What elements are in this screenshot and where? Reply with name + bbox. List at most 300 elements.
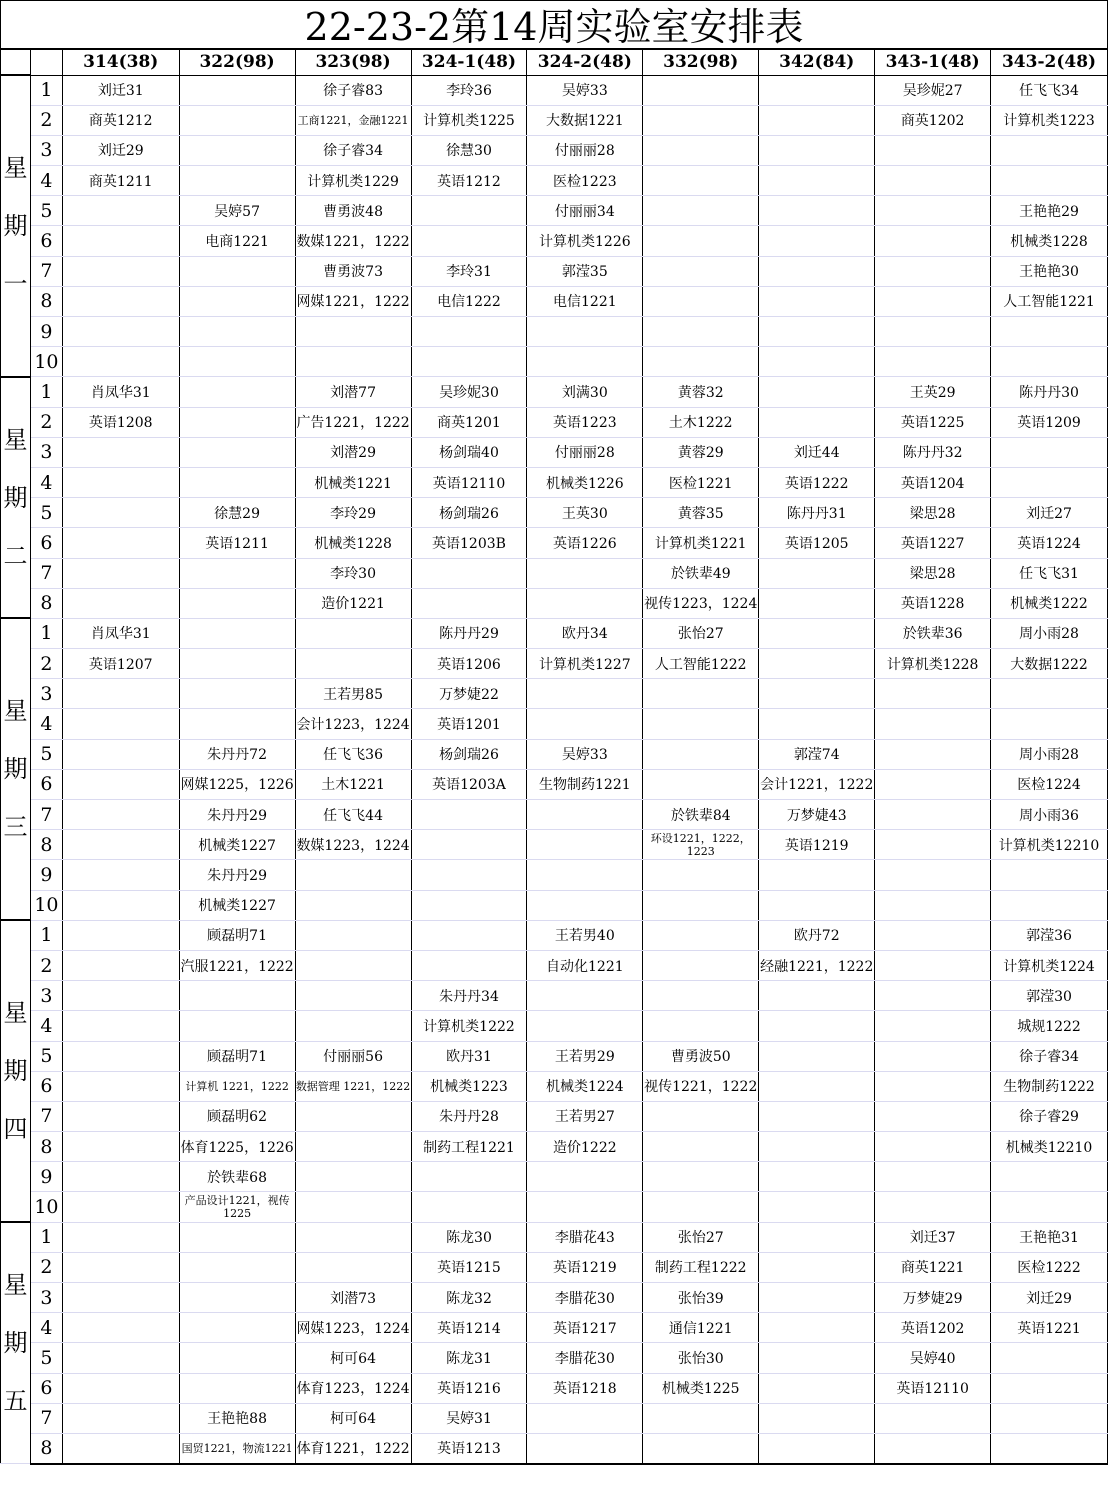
empty-cell [62, 1192, 179, 1222]
empty-cell [295, 1252, 411, 1282]
empty-cell [759, 377, 875, 407]
empty-cell [759, 1162, 875, 1192]
empty-cell [875, 1433, 991, 1463]
room-header: 324-1(48) [411, 50, 527, 76]
empty-cell [875, 709, 991, 739]
schedule-cell: 陈龙30 [411, 1222, 527, 1252]
empty-cell [527, 558, 643, 588]
empty-cell [875, 890, 991, 920]
empty-cell [991, 1343, 1108, 1373]
schedule-cell: 黄蓉35 [643, 498, 759, 528]
schedule-cell: 刘迁44 [759, 437, 875, 467]
schedule-cell: 於铁辈84 [643, 800, 759, 830]
empty-cell [179, 981, 295, 1011]
empty-cell [411, 347, 527, 377]
empty-cell [411, 317, 527, 347]
empty-cell [527, 1011, 643, 1041]
schedule-row [1, 830, 1108, 860]
schedule-cell: 刘潜29 [295, 437, 411, 467]
empty-cell [875, 135, 991, 165]
empty-cell [643, 1433, 759, 1463]
schedule-cell: 造价1221 [295, 588, 411, 618]
empty-cell [759, 105, 875, 135]
empty-cell [875, 1041, 991, 1071]
schedule-row [1, 558, 1108, 588]
schedule-row [1, 860, 1108, 890]
empty-cell [991, 1373, 1108, 1403]
schedule-cell: 王英30 [527, 498, 643, 528]
empty-cell [179, 437, 295, 467]
schedule-cell: 王艳艳30 [991, 256, 1108, 286]
empty-cell [411, 920, 527, 950]
empty-cell [643, 75, 759, 105]
schedule-cell: 机械类1228 [295, 528, 411, 558]
schedule-cell: 黄蓉32 [643, 377, 759, 407]
schedule-row [1, 618, 1108, 648]
empty-cell [62, 679, 179, 709]
schedule-cell: 电商1221 [179, 226, 295, 256]
period-number: 8 [30, 830, 62, 860]
schedule-cell: 周小雨36 [991, 800, 1108, 830]
schedule-cell: 徐子睿34 [991, 1041, 1108, 1071]
empty-cell [875, 1162, 991, 1192]
schedule-cell: 朱丹丹28 [411, 1101, 527, 1131]
empty-cell [62, 1403, 179, 1433]
schedule-cell: 英语1206 [411, 649, 527, 679]
schedule-cell: 郭滢36 [991, 920, 1108, 950]
schedule-cell: 英语1224 [991, 528, 1108, 558]
schedule-cell: 环设1221，1222，1223 [643, 830, 759, 860]
schedule-cell: 刘迁31 [62, 75, 179, 105]
empty-cell [62, 950, 179, 980]
empty-cell [991, 135, 1108, 165]
schedule-cell: 李玲29 [295, 498, 411, 528]
empty-cell [991, 1192, 1108, 1222]
period-number: 5 [30, 498, 62, 528]
schedule-cell: 王艳艳29 [991, 196, 1108, 226]
schedule-cell: 朱丹丹34 [411, 981, 527, 1011]
schedule-cell: 郭滢74 [759, 739, 875, 769]
empty-cell [991, 1403, 1108, 1433]
empty-cell [759, 1041, 875, 1071]
schedule-cell: 英语1218 [527, 1373, 643, 1403]
room-header: 323(98) [295, 50, 411, 76]
empty-cell [295, 1101, 411, 1131]
empty-cell [991, 317, 1108, 347]
schedule-cell: 英语1228 [875, 588, 991, 618]
schedule-cell: 任飞飞34 [991, 75, 1108, 105]
day-label: 星 期 一 [1, 75, 31, 377]
empty-cell [179, 166, 295, 196]
schedule-cell: 体育1221，1222 [295, 1433, 411, 1463]
empty-cell [295, 920, 411, 950]
schedule-cell: 李玲31 [411, 256, 527, 286]
empty-cell [62, 1041, 179, 1071]
period-number: 5 [30, 1343, 62, 1373]
empty-cell [179, 1313, 295, 1343]
schedule-row [1, 317, 1108, 347]
schedule-cell: 数据管理 1221，1222 [295, 1071, 411, 1101]
period-number: 5 [30, 1041, 62, 1071]
schedule-cell: 城规1222 [991, 1011, 1108, 1041]
empty-cell [62, 920, 179, 950]
empty-cell [875, 920, 991, 950]
empty-cell [62, 226, 179, 256]
empty-cell [875, 1071, 991, 1101]
empty-cell [295, 950, 411, 980]
empty-cell [527, 890, 643, 920]
schedule-cell: 郭滢35 [527, 256, 643, 286]
schedule-cell: 陈丹丹30 [991, 377, 1108, 407]
schedule-cell: 刘迁37 [875, 1222, 991, 1252]
schedule-row [1, 950, 1108, 980]
period-number: 6 [30, 528, 62, 558]
schedule-row [1, 286, 1108, 316]
period-number: 3 [30, 437, 62, 467]
empty-cell [759, 1222, 875, 1252]
schedule-cell: 英语1227 [875, 528, 991, 558]
schedule-row [1, 739, 1108, 769]
empty-cell [643, 679, 759, 709]
empty-cell [643, 950, 759, 980]
schedule-row [1, 437, 1108, 467]
empty-cell [411, 226, 527, 256]
empty-cell [527, 800, 643, 830]
schedule-cell: 李腊花43 [527, 1222, 643, 1252]
empty-cell [991, 1162, 1108, 1192]
schedule-cell: 万梦婕29 [875, 1283, 991, 1313]
schedule-cell: 王若男29 [527, 1041, 643, 1071]
empty-cell [295, 1222, 411, 1252]
schedule-cell: 万梦婕22 [411, 679, 527, 709]
schedule-cell: 英语1225 [875, 407, 991, 437]
empty-cell [179, 558, 295, 588]
schedule-cell: 付丽丽28 [527, 437, 643, 467]
schedule-cell: 人工智能1221 [991, 286, 1108, 316]
period-number: 3 [30, 1283, 62, 1313]
empty-cell [62, 1433, 179, 1463]
schedule-cell: 英语1222 [759, 467, 875, 497]
empty-cell [411, 860, 527, 890]
empty-cell [411, 1162, 527, 1192]
schedule-cell: 肖凤华31 [62, 377, 179, 407]
schedule-cell: 机械类1223 [411, 1071, 527, 1101]
header-blank-cell [1, 50, 31, 76]
empty-cell [62, 437, 179, 467]
empty-cell [759, 588, 875, 618]
room-header: 324-2(48) [527, 50, 643, 76]
schedule-cell: 徐慧29 [179, 498, 295, 528]
schedule-cell: 经融1221，1222 [759, 950, 875, 980]
schedule-cell: 网媒1221，1222 [295, 286, 411, 316]
empty-cell [179, 618, 295, 648]
empty-cell [643, 105, 759, 135]
period-number: 7 [30, 1403, 62, 1433]
schedule-cell: 土木1221 [295, 769, 411, 799]
empty-cell [991, 467, 1108, 497]
empty-cell [759, 196, 875, 226]
schedule-cell: 商英1221 [875, 1252, 991, 1282]
schedule-row [1, 709, 1108, 739]
schedule-row [1, 1343, 1108, 1373]
schedule-row [1, 1132, 1108, 1162]
schedule-cell: 曹勇波48 [295, 196, 411, 226]
empty-cell [527, 347, 643, 377]
day-label: 星 期 五 [1, 1222, 31, 1464]
schedule-cell: 王若男27 [527, 1101, 643, 1131]
empty-cell [759, 1283, 875, 1313]
empty-cell [295, 860, 411, 890]
empty-cell [643, 1162, 759, 1192]
schedule-cell: 顾磊明71 [179, 920, 295, 950]
schedule-cell: 英语12110 [875, 1373, 991, 1403]
schedule-cell: 吴珍妮30 [411, 377, 527, 407]
empty-cell [875, 1403, 991, 1433]
schedule-cell: 英语1201 [411, 709, 527, 739]
schedule-cell: 顾磊明71 [179, 1041, 295, 1071]
empty-cell [62, 1162, 179, 1192]
empty-cell [179, 1252, 295, 1282]
empty-cell [62, 1071, 179, 1101]
schedule-cell: 李腊花30 [527, 1343, 643, 1373]
schedule-cell: 徐子睿34 [295, 135, 411, 165]
empty-cell [875, 860, 991, 890]
schedule-cell: 英语1214 [411, 1313, 527, 1343]
schedule-cell: 计算机类1224 [991, 950, 1108, 980]
empty-cell [643, 769, 759, 799]
empty-cell [179, 1373, 295, 1403]
empty-cell [179, 135, 295, 165]
schedule-cell: 工商1221，金融1221 [295, 105, 411, 135]
empty-cell [643, 1101, 759, 1131]
empty-cell [759, 286, 875, 316]
schedule-cell: 陈丹丹31 [759, 498, 875, 528]
schedule-cell: 土木1222 [643, 407, 759, 437]
empty-cell [875, 800, 991, 830]
schedule-cell: 英语1207 [62, 649, 179, 679]
empty-cell [759, 135, 875, 165]
schedule-cell: 电信1221 [527, 286, 643, 316]
schedule-cell: 会计1223，1224 [295, 709, 411, 739]
empty-cell [179, 347, 295, 377]
schedule-cell: 郭滢30 [991, 981, 1108, 1011]
schedule-row [1, 75, 1108, 105]
schedule-cell: 张怡39 [643, 1283, 759, 1313]
schedule-cell: 人工智能1222 [643, 649, 759, 679]
period-number: 5 [30, 196, 62, 226]
empty-cell [527, 679, 643, 709]
schedule-row [1, 135, 1108, 165]
schedule-cell: 机械类1221 [295, 467, 411, 497]
period-number: 4 [30, 467, 62, 497]
schedule-row [1, 347, 1108, 377]
schedule-cell: 吴婷31 [411, 1403, 527, 1433]
schedule-cell: 计算机类1225 [411, 105, 527, 135]
empty-cell [62, 467, 179, 497]
schedule-row [1, 196, 1108, 226]
period-number: 2 [30, 950, 62, 980]
schedule-cell: 商英1211 [62, 166, 179, 196]
schedule-cell: 曹勇波73 [295, 256, 411, 286]
schedule-cell: 王若男40 [527, 920, 643, 950]
header-row [1, 50, 1108, 76]
empty-cell [179, 256, 295, 286]
schedule-cell: 计算机 1221，1222 [179, 1071, 295, 1101]
empty-cell [527, 588, 643, 618]
empty-cell [759, 226, 875, 256]
schedule-cell: 英语1226 [527, 528, 643, 558]
period-number: 4 [30, 709, 62, 739]
period-number: 1 [30, 75, 62, 105]
empty-cell [411, 558, 527, 588]
period-number: 5 [30, 739, 62, 769]
empty-cell [62, 256, 179, 286]
schedule-row [1, 1222, 1108, 1252]
schedule-cell: 医检1222 [991, 1252, 1108, 1282]
empty-cell [643, 286, 759, 316]
empty-cell [643, 1192, 759, 1222]
room-header: 342(84) [759, 50, 875, 76]
schedule-cell: 英语1211 [179, 528, 295, 558]
schedule-cell: 商英1201 [411, 407, 527, 437]
empty-cell [991, 679, 1108, 709]
empty-cell [62, 1343, 179, 1373]
schedule-row [1, 1011, 1108, 1041]
schedule-cell: 欧丹72 [759, 920, 875, 950]
period-number: 8 [30, 1132, 62, 1162]
schedule-cell: 刘迁29 [991, 1283, 1108, 1313]
schedule-cell: 英语1217 [527, 1313, 643, 1343]
day-label: 星 期 二 [1, 377, 31, 619]
schedule-cell: 陈龙32 [411, 1283, 527, 1313]
empty-cell [759, 75, 875, 105]
page-title: 22-23-2第14周实验室安排表 [0, 0, 1108, 49]
empty-cell [179, 1011, 295, 1041]
schedule-row [1, 166, 1108, 196]
schedule-cell: 於铁辈36 [875, 618, 991, 648]
schedule-cell: 吴婷57 [179, 196, 295, 226]
empty-cell [759, 1101, 875, 1131]
schedule-cell: 商英1212 [62, 105, 179, 135]
empty-cell [527, 981, 643, 1011]
period-number: 10 [30, 890, 62, 920]
schedule-cell: 英语1204 [875, 467, 991, 497]
schedule-row [1, 226, 1108, 256]
empty-cell [759, 1373, 875, 1403]
schedule-cell: 刘潜73 [295, 1283, 411, 1313]
empty-cell [179, 1343, 295, 1373]
schedule-cell: 机械类1227 [179, 830, 295, 860]
empty-cell [643, 739, 759, 769]
empty-cell [527, 1162, 643, 1192]
schedule-cell: 计算机类1222 [411, 1011, 527, 1041]
schedule-cell: 王若男85 [295, 679, 411, 709]
schedule-cell: 吴婷40 [875, 1343, 991, 1373]
period-number: 8 [30, 588, 62, 618]
schedule-cell: 机械类1225 [643, 1373, 759, 1403]
schedule-cell: 徐子睿83 [295, 75, 411, 105]
schedule-table [0, 49, 1108, 1465]
room-header: 343-2(48) [991, 50, 1108, 76]
empty-cell [295, 649, 411, 679]
empty-cell [179, 649, 295, 679]
empty-cell [643, 1403, 759, 1433]
schedule-cell: 徐子睿29 [991, 1101, 1108, 1131]
schedule-cell: 於铁辈68 [179, 1162, 295, 1192]
schedule-cell: 网媒1223，1224 [295, 1313, 411, 1343]
period-number: 1 [30, 618, 62, 648]
schedule-cell: 数媒1221，1222 [295, 226, 411, 256]
schedule-row [1, 377, 1108, 407]
empty-cell [643, 226, 759, 256]
empty-cell [62, 830, 179, 860]
schedule-cell: 英语1221 [991, 1313, 1108, 1343]
schedule-cell: 陈龙31 [411, 1343, 527, 1373]
schedule-cell: 英语1215 [411, 1252, 527, 1282]
schedule-row [1, 256, 1108, 286]
empty-cell [759, 709, 875, 739]
empty-cell [179, 1222, 295, 1252]
empty-cell [62, 1011, 179, 1041]
schedule-cell: 计算机类1221 [643, 528, 759, 558]
schedule-cell: 广告1221，1222 [295, 407, 411, 437]
empty-cell [759, 1132, 875, 1162]
empty-cell [759, 1011, 875, 1041]
schedule-cell: 视传1223，1224 [643, 588, 759, 618]
schedule-row [1, 528, 1108, 558]
schedule-cell: 李玲36 [411, 75, 527, 105]
empty-cell [991, 347, 1108, 377]
room-header: 322(98) [179, 50, 295, 76]
schedule-cell: 梁思28 [875, 558, 991, 588]
schedule-row [1, 890, 1108, 920]
period-number: 9 [30, 317, 62, 347]
empty-cell [62, 981, 179, 1011]
period-number: 6 [30, 1373, 62, 1403]
empty-cell [295, 981, 411, 1011]
schedule-cell: 杨剑瑞40 [411, 437, 527, 467]
empty-cell [875, 166, 991, 196]
empty-cell [875, 981, 991, 1011]
empty-cell [527, 860, 643, 890]
schedule-row [1, 1313, 1108, 1343]
empty-cell [875, 347, 991, 377]
schedule-cell: 计算机类1228 [875, 649, 991, 679]
empty-cell [62, 860, 179, 890]
schedule-cell: 黄蓉29 [643, 437, 759, 467]
empty-cell [62, 1313, 179, 1343]
schedule-cell: 生物制药1221 [527, 769, 643, 799]
empty-cell [179, 467, 295, 497]
empty-cell [62, 317, 179, 347]
schedule-cell: 肖凤华31 [62, 618, 179, 648]
period-number: 9 [30, 860, 62, 890]
empty-cell [62, 286, 179, 316]
empty-cell [295, 890, 411, 920]
schedule-cell: 机械类1226 [527, 467, 643, 497]
schedule-row [1, 1403, 1108, 1433]
schedule-row [1, 1283, 1108, 1313]
empty-cell [643, 1011, 759, 1041]
schedule-cell: 付丽丽28 [527, 135, 643, 165]
schedule-cell: 徐慧30 [411, 135, 527, 165]
schedule-cell: 柯可64 [295, 1403, 411, 1433]
empty-cell [62, 1222, 179, 1252]
empty-cell [875, 196, 991, 226]
schedule-cell: 王艳艳31 [991, 1222, 1108, 1252]
empty-cell [295, 1192, 411, 1222]
schedule-cell: 英语1208 [62, 407, 179, 437]
